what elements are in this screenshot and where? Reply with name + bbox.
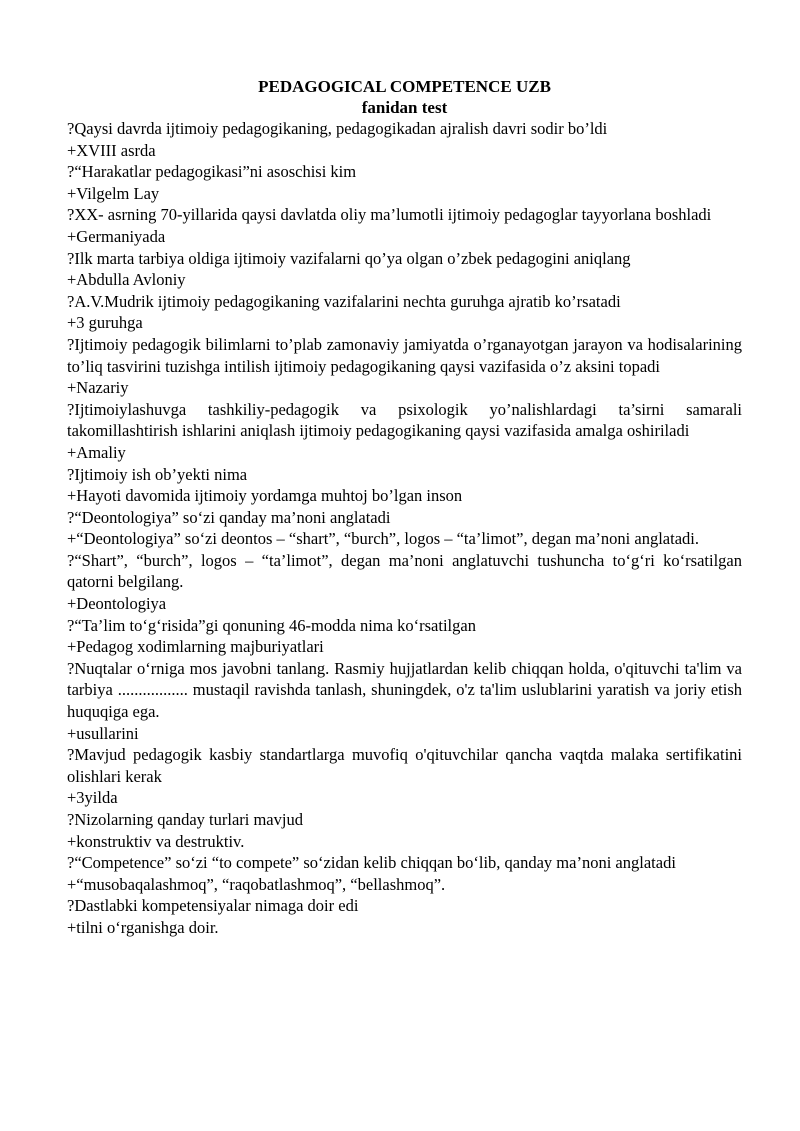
- question-text: ?“Shart”, “burch”, logos – “ta’limot”, degan ma’noni anglatuvchi tushuncha to‘g‘ri ko‘rsatilgan qatorni belgilang.: [67, 550, 742, 592]
- answer-text: +Nazariy: [67, 378, 129, 398]
- answer-text: +Hayoti davomida ijtimoiy yordamga muhtoj bo’lgan inson: [67, 486, 463, 506]
- qa-item: [67, 658, 742, 744]
- question-text: ?Ijtimoiy pedagogik bilimlarni to’plab zamonaviy jamiyatda o’rganayotgan jarayon va hodisalarining to’liq tasvirini tuzishga intilish ijtimoiy pedagogikaning qaysi vazifasida o’z aksini topadi: [67, 334, 742, 376]
- answer-text: +XVIII asrda: [67, 140, 156, 160]
- question-text: ?Ilk marta tarbiya oldiga ijtimoiy vazifalarni qo’ya olgan o’zbek pedagogini aniqlang: [67, 248, 631, 268]
- qa-item: [67, 204, 742, 247]
- qa-item: [67, 248, 742, 291]
- question-text: ?“Harakatlar pedagogikasi”ni asoschisi kim: [67, 162, 357, 182]
- qa-item: [67, 852, 742, 895]
- question-text: ?Nuqtalar o‘rniga mos javobni tanlang. Rasmiy hujjatlardan kelib chiqqan holda, o'qituvchi ta'lim va tarbiya ................. mustaqil ravishda tanlash, shuningdek, o'z ta'lim uslublarini yaratish va joriy etish huquqiga ega.: [67, 658, 742, 722]
- answer-text: +Deontologiya: [67, 594, 167, 614]
- qa-item: [67, 334, 742, 399]
- document-page: [67, 76, 742, 939]
- answer-text: +tilni o‘rganishga doir.: [67, 917, 219, 937]
- answer-text: +konstruktiv va destruktiv.: [67, 831, 245, 851]
- qa-item: [67, 895, 742, 938]
- answer-text: +“musobaqalashmoq”, “raqobatlashmoq”, “bellashmoq”.: [67, 874, 446, 894]
- qa-item: [67, 399, 742, 464]
- answer-text: +Amaliy: [67, 442, 126, 462]
- qa-item: [67, 464, 742, 507]
- answer-text: +Abdulla Avloniy: [67, 270, 186, 290]
- answer-text: +usullarini: [67, 723, 139, 743]
- question-text: ?“Ta’lim to‘g‘risida”gi qonuning 46-modda nima ko‘rsatilgan: [67, 615, 476, 635]
- question-text: ?Dastlabki kompetensiyalar nimaga doir edi: [67, 896, 359, 916]
- question-text: ?Mavjud pedagogik kasbiy standartlarga muvofiq o'qituvchilar qancha vaqtda malaka sertifikatini olishlari kerak: [67, 745, 742, 786]
- qa-item: [67, 507, 742, 550]
- answer-text: +3 guruhga: [67, 313, 143, 333]
- qa-item: [67, 615, 742, 658]
- question-list: [67, 118, 742, 939]
- document-title: PEDAGOGICAL COMPETENCE UZB: [258, 77, 551, 96]
- document-subtitle: fanidan test: [361, 98, 448, 117]
- question-text: ?Qaysi davrda ijtimoiy pedagogikaning, pedagogikadan ajralish davri sodir bo’ldi: [67, 119, 608, 138]
- answer-text: +Germaniyada: [67, 226, 166, 246]
- qa-item: [67, 118, 742, 161]
- question-text: ?“Deontologiya” so‘zi qanday ma’noni anglatadi: [67, 507, 391, 527]
- qa-item: [67, 744, 742, 809]
- question-text: ?XX- asrning 70-yillarida qaysi davlatda oliy ma’lumotli ijtimoiy pedagoglar tayyorlana boshladi: [67, 205, 712, 225]
- qa-item: [67, 809, 742, 852]
- question-text: ?“Competence” so‘zi “to compete” so‘zidan kelib chiqqan bo‘lib, qanday ma’noni anglatadi: [67, 853, 676, 873]
- answer-text: +Vilgelm Lay: [67, 183, 160, 203]
- answer-text: +3yilda: [67, 788, 118, 808]
- qa-item: [67, 550, 742, 615]
- qa-item: [67, 291, 742, 334]
- answer-text: +Pedagog xodimlarning majburiyatlari: [67, 637, 324, 657]
- answer-text: +“Deontologiya” so‘zi deontos – “shart”, “burch”, logos – “ta’limot”, degan ma’noni anglatadi.: [67, 529, 699, 549]
- question-text: ?Ijtimoiylashuvga tashkiliy-pedagogik va psixologik yo’nalishlardagi ta’sirni samarali takomillashtirish ishlarini aniqlash ijtimoiy pedagogikaning qaysi vazifasida amalga oshiriladi: [67, 399, 742, 441]
- question-text: ?A.V.Mudrik ijtimoiy pedagogikaning vazifalarini nechta guruhga ajratib ko’rsatadi: [67, 291, 621, 311]
- qa-item: [67, 161, 742, 204]
- question-text: ?Nizolarning qanday turlari mavjud: [67, 810, 303, 829]
- question-text: ?Ijtimoiy ish ob’yekti nima: [67, 464, 248, 484]
